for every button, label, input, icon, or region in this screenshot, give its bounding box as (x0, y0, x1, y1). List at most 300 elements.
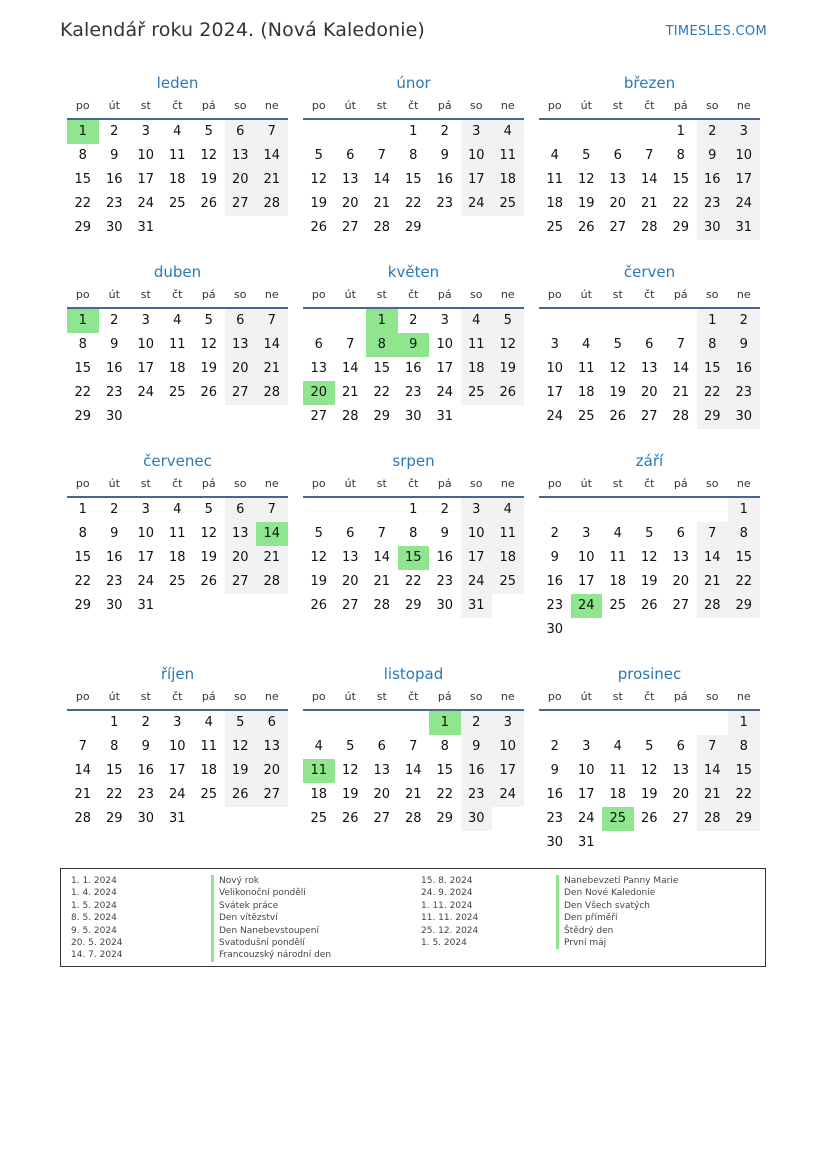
day-cell: 25 (577, 409, 595, 424)
month-name: říjen (160, 665, 195, 683)
day-cell: 16 (436, 172, 454, 187)
day-cell: 2 (440, 124, 449, 139)
day-cell: 15 (697, 357, 729, 381)
day-cell: 3 (141, 313, 150, 328)
day-cell: 9 (440, 148, 449, 163)
day-cell: 31 (137, 598, 155, 613)
day-cell: 13 (225, 333, 257, 357)
empty-cell (539, 309, 571, 333)
day-cell: 10 (461, 522, 493, 546)
day-cell: 23 (105, 196, 123, 211)
empty-cell (67, 711, 99, 735)
day-cell: 24 (492, 783, 524, 807)
day-cell: 2 (550, 526, 559, 541)
day-cell: 2 (550, 739, 559, 754)
day-cell: 7 (256, 498, 288, 522)
day-cell: 21 (697, 783, 729, 807)
month-block (303, 450, 524, 618)
day-cell: 28 (373, 220, 391, 235)
day-cell: 2 (697, 120, 729, 144)
day-cell: 20 (373, 787, 391, 802)
weekday-label: st (140, 477, 151, 490)
day-cell: 30 (728, 405, 760, 429)
day-cell: 7 (256, 120, 288, 144)
day-cell: 22 (105, 787, 123, 802)
month-block (67, 261, 288, 429)
day-cell: 4 (204, 715, 213, 730)
day-cell: 11 (168, 337, 186, 352)
empty-cell (571, 711, 603, 735)
weekday-label: st (612, 288, 623, 301)
day-cell: 4 (550, 148, 559, 163)
day-cell: 28 (256, 570, 288, 594)
day-cell: 9 (550, 763, 559, 778)
day-cell: 22 (728, 783, 760, 807)
legend-holiday-name: Nový rok (211, 875, 331, 887)
day-grid (67, 120, 288, 240)
day-cell: 24 (461, 192, 493, 216)
day-cell: 21 (256, 357, 288, 381)
day-cell: 1 (728, 498, 760, 522)
holiday-day-cell: 9 (398, 333, 430, 357)
weekday-label: út (108, 99, 120, 112)
weekday-label: út (344, 690, 356, 703)
day-cell: 7 (256, 309, 288, 333)
day-cell: 22 (697, 381, 729, 405)
legend-holiday-name: Den příměří (556, 912, 678, 924)
day-cell: 6 (613, 148, 622, 163)
weekday-label: út (344, 99, 356, 112)
day-cell: 4 (613, 739, 622, 754)
weekday-label: ne (500, 690, 515, 703)
day-cell: 3 (173, 715, 182, 730)
day-grid (67, 711, 288, 831)
day-cell: 21 (74, 787, 92, 802)
day-cell: 9 (110, 337, 119, 352)
day-cell: 6 (225, 309, 257, 333)
legend-holiday-name: Francouzský národní den (211, 949, 331, 961)
day-cell: 1 (110, 715, 119, 730)
day-cell: 16 (728, 357, 760, 381)
day-cell: 2 (110, 313, 119, 328)
day-cell: 18 (546, 196, 564, 211)
day-cell: 2 (141, 715, 150, 730)
day-cell: 14 (341, 361, 359, 376)
day-cell: 15 (672, 172, 690, 187)
empty-cell (366, 498, 398, 522)
weekday-label: po (75, 690, 90, 703)
weekday-label: st (140, 99, 151, 112)
day-cell: 6 (346, 148, 355, 163)
day-cell: 6 (676, 526, 685, 541)
weekday-label: čt (644, 690, 655, 703)
day-cell: 13 (225, 144, 257, 168)
weekday-label: čt (172, 288, 183, 301)
day-cell: 1 (409, 124, 418, 139)
day-cell: 10 (436, 337, 454, 352)
day-cell: 23 (697, 192, 729, 216)
day-cell: 10 (577, 763, 595, 778)
day-cell: 4 (173, 313, 182, 328)
holiday-day-cell: 24 (571, 594, 603, 618)
day-cell: 18 (492, 168, 524, 192)
empty-cell (335, 120, 367, 144)
weekday-label: ne (500, 99, 515, 112)
day-cell: 19 (310, 196, 328, 211)
day-cell: 17 (137, 361, 155, 376)
day-cell: 17 (461, 546, 493, 570)
day-cell: 4 (461, 309, 493, 333)
day-cell: 31 (436, 409, 454, 424)
brand-link[interactable]: TIMESLES.COM (665, 24, 767, 39)
day-cell: 24 (436, 385, 454, 400)
day-cell: 6 (346, 526, 355, 541)
day-cell: 16 (105, 550, 123, 565)
day-cell: 5 (582, 148, 591, 163)
empty-cell (634, 711, 666, 735)
day-cell: 31 (168, 811, 186, 826)
day-cell: 12 (310, 550, 328, 565)
day-cell: 3 (141, 124, 150, 139)
day-cell: 8 (728, 735, 760, 759)
day-cell: 18 (168, 361, 186, 376)
day-grid (303, 711, 524, 831)
legend-date: 14. 7. 2024 (71, 950, 123, 961)
day-cell: 20 (225, 168, 257, 192)
weekday-label: čt (644, 288, 655, 301)
day-cell: 25 (168, 574, 186, 589)
weekday-header (67, 685, 288, 711)
day-grid (303, 120, 524, 240)
weekday-header (539, 283, 760, 309)
weekday-label: pá (673, 99, 688, 112)
empty-cell (335, 711, 367, 735)
day-cell: 23 (728, 381, 760, 405)
day-cell: 6 (256, 711, 288, 735)
weekday-label: so (234, 690, 247, 703)
day-cell: 14 (697, 759, 729, 783)
day-cell: 12 (225, 735, 257, 759)
day-cell: 25 (492, 570, 524, 594)
weekday-label: so (470, 288, 483, 301)
day-cell: 27 (672, 598, 690, 613)
day-cell: 1 (728, 711, 760, 735)
day-cell: 19 (577, 196, 595, 211)
day-grid (539, 498, 760, 642)
day-cell: 20 (256, 759, 288, 783)
day-cell: 6 (377, 739, 386, 754)
day-cell: 11 (200, 739, 218, 754)
day-cell: 13 (672, 550, 690, 565)
day-cell: 14 (640, 172, 658, 187)
day-cell: 19 (341, 787, 359, 802)
day-cell: 21 (256, 546, 288, 570)
weekday-label: čt (172, 477, 183, 490)
day-cell: 25 (609, 598, 627, 613)
day-cell: 8 (676, 148, 685, 163)
day-cell: 30 (137, 811, 155, 826)
day-cell: 31 (461, 594, 493, 618)
month-block (539, 450, 760, 642)
day-cell: 24 (461, 570, 493, 594)
day-cell: 27 (341, 598, 359, 613)
weekday-label: čt (644, 477, 655, 490)
month-name: srpen (392, 452, 435, 470)
day-cell: 9 (550, 550, 559, 565)
empty-cell (366, 120, 398, 144)
empty-cell (303, 120, 335, 144)
day-cell: 23 (137, 787, 155, 802)
weekday-label: po (311, 477, 326, 490)
weekday-label: ne (736, 477, 751, 490)
legend-holiday-name: První máj (556, 937, 678, 949)
day-cell: 17 (137, 172, 155, 187)
day-cell: 21 (373, 196, 391, 211)
day-cell: 15 (74, 172, 92, 187)
day-cell: 20 (225, 546, 257, 570)
day-cell: 5 (645, 739, 654, 754)
day-cell: 15 (728, 759, 760, 783)
day-cell: 19 (200, 361, 218, 376)
empty-cell (539, 711, 571, 735)
day-cell: 14 (672, 361, 690, 376)
weekday-label: so (470, 477, 483, 490)
weekday-label: st (612, 477, 623, 490)
day-cell: 12 (577, 172, 595, 187)
weekday-label: po (311, 288, 326, 301)
weekday-label: so (234, 99, 247, 112)
day-cell: 31 (728, 216, 760, 240)
weekday-label: pá (673, 288, 688, 301)
day-cell: 3 (461, 120, 493, 144)
weekday-label: út (580, 477, 592, 490)
day-grid (539, 711, 760, 855)
day-cell: 29 (74, 409, 92, 424)
weekday-header (539, 94, 760, 120)
day-cell: 9 (110, 526, 119, 541)
day-cell: 25 (492, 192, 524, 216)
day-cell: 20 (225, 357, 257, 381)
weekday-label: pá (201, 477, 216, 490)
day-cell: 24 (137, 385, 155, 400)
day-cell: 27 (640, 409, 658, 424)
weekday-label: út (344, 477, 356, 490)
day-cell: 16 (546, 574, 564, 589)
day-grid (303, 309, 524, 429)
day-cell: 23 (461, 783, 493, 807)
day-cell: 10 (137, 148, 155, 163)
day-cell: 2 (440, 502, 449, 517)
day-cell: 22 (74, 385, 92, 400)
weekday-label: ne (264, 288, 279, 301)
weekday-label: pá (437, 477, 452, 490)
day-cell: 4 (492, 498, 524, 522)
day-cell: 25 (546, 220, 564, 235)
day-grid (67, 309, 288, 429)
empty-cell (335, 309, 367, 333)
month-name: červen (623, 263, 676, 281)
day-cell: 9 (697, 144, 729, 168)
weekday-label: pá (201, 690, 216, 703)
weekday-label: út (344, 288, 356, 301)
day-cell: 7 (645, 148, 654, 163)
weekday-label: út (108, 288, 120, 301)
legend-names-right (556, 875, 678, 949)
day-cell: 20 (672, 787, 690, 802)
day-cell: 28 (341, 409, 359, 424)
day-cell: 5 (613, 337, 622, 352)
day-cell: 16 (546, 787, 564, 802)
day-cell: 18 (200, 763, 218, 778)
day-cell: 24 (728, 192, 760, 216)
weekday-label: so (234, 288, 247, 301)
legend-holiday-name: Den Všech svatých (556, 900, 678, 912)
day-cell: 28 (373, 598, 391, 613)
day-cell: 4 (613, 526, 622, 541)
weekday-label: čt (172, 690, 183, 703)
day-cell: 22 (373, 385, 391, 400)
weekday-header (303, 283, 524, 309)
day-cell: 18 (492, 546, 524, 570)
day-cell: 5 (346, 739, 355, 754)
day-cell: 13 (672, 763, 690, 778)
day-cell: 8 (440, 739, 449, 754)
day-cell: 29 (373, 409, 391, 424)
weekday-label: st (376, 477, 387, 490)
holiday-day-cell: 11 (303, 759, 335, 783)
day-cell: 21 (256, 168, 288, 192)
day-cell: 16 (697, 168, 729, 192)
day-cell: 17 (492, 759, 524, 783)
legend-holiday-name: Velikonoční pondělí (211, 887, 331, 899)
month-block (303, 663, 524, 831)
day-cell: 25 (168, 385, 186, 400)
month-block (67, 450, 288, 618)
day-cell: 26 (609, 409, 627, 424)
empty-cell (539, 498, 571, 522)
day-cell: 22 (672, 196, 690, 211)
day-cell: 8 (78, 526, 87, 541)
day-cell: 26 (200, 196, 218, 211)
day-cell: 29 (74, 598, 92, 613)
day-cell: 19 (225, 759, 257, 783)
day-cell: 15 (74, 550, 92, 565)
day-cell: 30 (697, 216, 729, 240)
day-cell: 20 (341, 574, 359, 589)
day-cell: 9 (728, 333, 760, 357)
day-cell: 16 (105, 361, 123, 376)
day-cell: 24 (137, 574, 155, 589)
day-cell: 28 (697, 594, 729, 618)
day-cell: 1 (697, 309, 729, 333)
weekday-label: út (580, 288, 592, 301)
day-cell: 12 (609, 361, 627, 376)
day-cell: 11 (577, 361, 595, 376)
day-cell: 20 (672, 574, 690, 589)
day-cell: 21 (640, 196, 658, 211)
weekday-label: pá (437, 690, 452, 703)
empty-cell (571, 498, 603, 522)
day-cell: 15 (74, 361, 92, 376)
weekday-label: ne (264, 99, 279, 112)
holiday-day-cell: 1 (366, 309, 398, 333)
day-cell: 27 (225, 570, 257, 594)
day-cell: 1 (409, 502, 418, 517)
day-cell: 3 (550, 337, 559, 352)
day-cell: 29 (728, 594, 760, 618)
weekday-label: út (108, 690, 120, 703)
weekday-label: po (547, 477, 562, 490)
weekday-header (303, 685, 524, 711)
legend-date: 1. 11. 2024 (421, 900, 473, 911)
day-cell: 3 (440, 313, 449, 328)
day-cell: 11 (168, 148, 186, 163)
day-cell: 21 (697, 570, 729, 594)
empty-cell (665, 498, 697, 522)
empty-cell (634, 120, 666, 144)
weekday-label: ne (736, 99, 751, 112)
month-block (539, 663, 760, 855)
legend-date: 8. 5. 2024 (71, 913, 117, 924)
day-cell: 18 (310, 787, 328, 802)
legend-date: 11. 11. 2024 (421, 913, 479, 924)
day-cell: 9 (110, 148, 119, 163)
weekday-label: po (75, 288, 90, 301)
month-name: září (635, 452, 664, 470)
day-cell: 4 (314, 739, 323, 754)
day-cell: 19 (200, 172, 218, 187)
day-cell: 31 (137, 220, 155, 235)
empty-cell (665, 309, 697, 333)
day-cell: 14 (404, 763, 422, 778)
day-cell: 11 (461, 333, 493, 357)
day-cell: 29 (436, 811, 454, 826)
day-cell: 28 (256, 381, 288, 405)
weekday-label: so (706, 99, 719, 112)
day-cell: 5 (314, 526, 323, 541)
day-cell: 23 (546, 811, 564, 826)
day-cell: 18 (609, 574, 627, 589)
day-cell: 27 (341, 220, 359, 235)
day-cell: 6 (314, 337, 323, 352)
day-cell: 29 (672, 220, 690, 235)
day-cell: 11 (609, 763, 627, 778)
day-cell: 28 (404, 811, 422, 826)
legend-date: 20. 5. 2024 (71, 937, 123, 948)
day-grid (67, 498, 288, 618)
day-cell: 12 (640, 763, 658, 778)
day-cell: 10 (137, 337, 155, 352)
day-cell: 9 (461, 735, 493, 759)
weekday-label: so (470, 690, 483, 703)
day-cell: 27 (310, 409, 328, 424)
day-cell: 12 (341, 763, 359, 778)
month-name: duben (153, 263, 202, 281)
day-cell: 20 (341, 196, 359, 211)
day-cell: 4 (582, 337, 591, 352)
day-cell: 26 (640, 598, 658, 613)
day-cell: 10 (461, 144, 493, 168)
day-cell: 28 (672, 409, 690, 424)
day-cell: 26 (492, 381, 524, 405)
day-cell: 21 (373, 574, 391, 589)
day-cell: 9 (440, 526, 449, 541)
day-cell: 8 (697, 333, 729, 357)
weekday-label: st (376, 690, 387, 703)
empty-cell (303, 711, 335, 735)
empty-cell (634, 309, 666, 333)
empty-cell (398, 711, 430, 735)
